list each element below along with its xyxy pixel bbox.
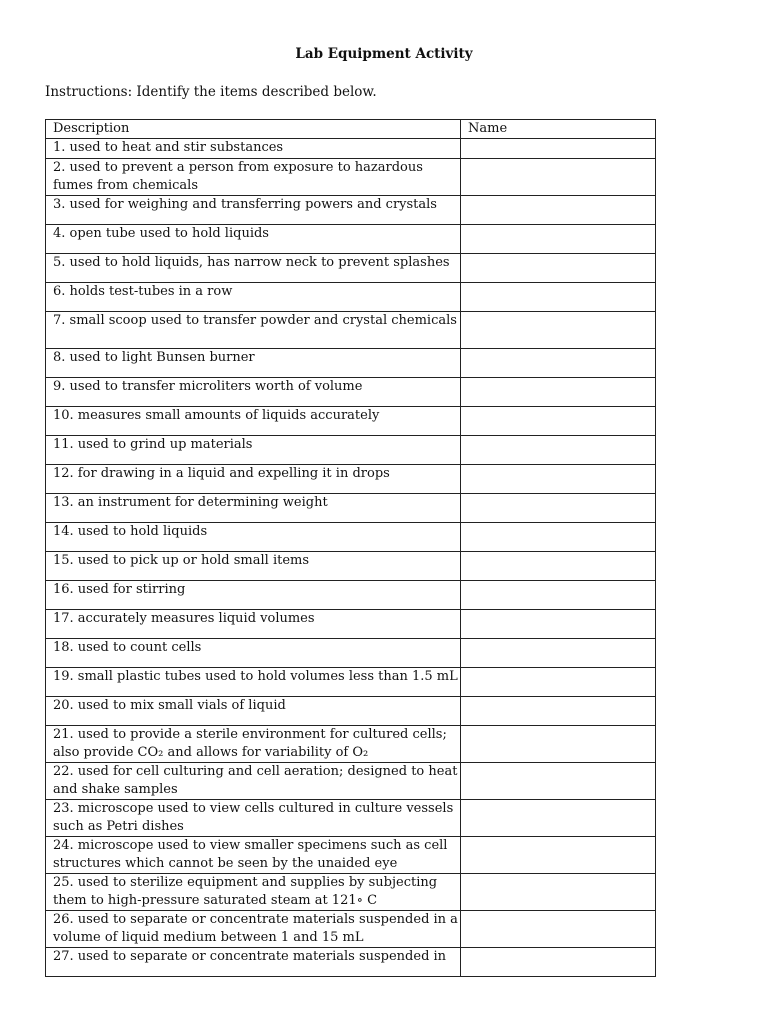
description-cell: 4. open tube used to hold liquids	[46, 225, 461, 254]
name-answer-cell[interactable]	[461, 159, 656, 196]
table-row	[46, 610, 656, 639]
description-cell: 7. small scoop used to transfer powder and crystal chemicals	[46, 312, 461, 349]
table-row	[46, 874, 656, 911]
description-cell: 20. used to mix small vials of liquid	[46, 697, 461, 726]
table-row	[46, 225, 656, 254]
description-cell: 22. used for cell culturing and cell aeration; designed to heat and shake samples	[46, 763, 461, 800]
description-header: Description	[46, 120, 461, 139]
name-answer-cell[interactable]	[461, 837, 656, 874]
name-answer-cell[interactable]	[461, 911, 656, 948]
name-answer-cell[interactable]	[461, 523, 656, 552]
table-row	[46, 436, 656, 465]
description-cell: 13. an instrument for determining weight	[46, 494, 461, 523]
description-cell: 27. used to separate or concentrate materials suspended in	[46, 948, 461, 977]
table-row	[46, 523, 656, 552]
table-row	[46, 283, 656, 312]
table-row	[46, 139, 656, 159]
name-answer-cell[interactable]	[461, 283, 656, 312]
description-cell: 16. used for stirring	[46, 581, 461, 610]
description-cell: 10. measures small amounts of liquids accurately	[46, 407, 461, 436]
description-cell: 26. used to separate or concentrate materials suspended in a volume of liquid medium between 1 and 15 mL	[46, 911, 461, 948]
name-answer-cell[interactable]	[461, 726, 656, 763]
name-answer-cell[interactable]	[461, 581, 656, 610]
name-answer-cell[interactable]	[461, 668, 656, 697]
table-row	[46, 407, 656, 436]
table-row	[46, 763, 656, 800]
name-answer-cell[interactable]	[461, 697, 656, 726]
description-cell: 8. used to light Bunsen burner	[46, 349, 461, 378]
table-row	[46, 378, 656, 407]
description-cell: 3. used for weighing and transferring powers and crystals	[46, 196, 461, 225]
table-row	[46, 948, 656, 977]
table-row	[46, 639, 656, 668]
page-title: Lab Equipment Activity	[295, 46, 473, 62]
table-header-row	[46, 120, 656, 139]
table-row	[46, 911, 656, 948]
table-row	[46, 254, 656, 283]
table-row	[46, 312, 656, 349]
description-cell: 5. used to hold liquids, has narrow neck to prevent splashes	[46, 254, 461, 283]
name-answer-cell[interactable]	[461, 349, 656, 378]
table-row	[46, 837, 656, 874]
description-cell: 11. used to grind up materials	[46, 436, 461, 465]
description-cell: 19. small plastic tubes used to hold volumes less than 1.5 mL	[46, 668, 461, 697]
table-row	[46, 800, 656, 837]
name-answer-cell[interactable]	[461, 494, 656, 523]
description-cell: 23. microscope used to view cells cultured in culture vessels such as Petri dishes	[46, 800, 461, 837]
name-answer-cell[interactable]	[461, 407, 656, 436]
description-cell: 24. microscope used to view smaller specimens such as cell structures which cannot be seen by the unaided eye	[46, 837, 461, 874]
name-answer-cell[interactable]	[461, 639, 656, 668]
instructions-text: Instructions: Identify the items described below.	[45, 84, 377, 100]
name-answer-cell[interactable]	[461, 948, 656, 977]
table-row	[46, 552, 656, 581]
name-answer-cell[interactable]	[461, 139, 656, 159]
equipment-table	[45, 119, 656, 977]
name-answer-cell[interactable]	[461, 874, 656, 911]
name-header: Name	[461, 120, 656, 139]
table-row	[46, 465, 656, 494]
table-row	[46, 196, 656, 225]
description-cell: 21. used to provide a sterile environment for cultured cells; also provide CO₂ and allows for variability of O₂	[46, 726, 461, 763]
table-row	[46, 726, 656, 763]
description-cell: 17. accurately measures liquid volumes	[46, 610, 461, 639]
table-row	[46, 159, 656, 196]
description-cell: 9. used to transfer microliters worth of volume	[46, 378, 461, 407]
table-row	[46, 668, 656, 697]
name-answer-cell[interactable]	[461, 254, 656, 283]
description-cell: 18. used to count cells	[46, 639, 461, 668]
name-answer-cell[interactable]	[461, 763, 656, 800]
name-answer-cell[interactable]	[461, 465, 656, 494]
name-answer-cell[interactable]	[461, 552, 656, 581]
table-row	[46, 697, 656, 726]
description-cell: 6. holds test-tubes in a row	[46, 283, 461, 312]
name-answer-cell[interactable]	[461, 800, 656, 837]
name-answer-cell[interactable]	[461, 436, 656, 465]
description-cell: 14. used to hold liquids	[46, 523, 461, 552]
table-row	[46, 349, 656, 378]
description-cell: 15. used to pick up or hold small items	[46, 552, 461, 581]
table-row	[46, 494, 656, 523]
name-answer-cell[interactable]	[461, 378, 656, 407]
description-cell: 2. used to prevent a person from exposure to hazardous fumes from chemicals	[46, 159, 461, 196]
description-cell: 12. for drawing in a liquid and expelling it in drops	[46, 465, 461, 494]
description-cell: 1. used to heat and stir substances	[46, 139, 461, 159]
name-answer-cell[interactable]	[461, 225, 656, 254]
name-answer-cell[interactable]	[461, 196, 656, 225]
description-cell: 25. used to sterilize equipment and supplies by subjecting them to high-pressure saturated steam at 121∘ C	[46, 874, 461, 911]
table-row	[46, 581, 656, 610]
name-answer-cell[interactable]	[461, 312, 656, 349]
name-answer-cell[interactable]	[461, 610, 656, 639]
